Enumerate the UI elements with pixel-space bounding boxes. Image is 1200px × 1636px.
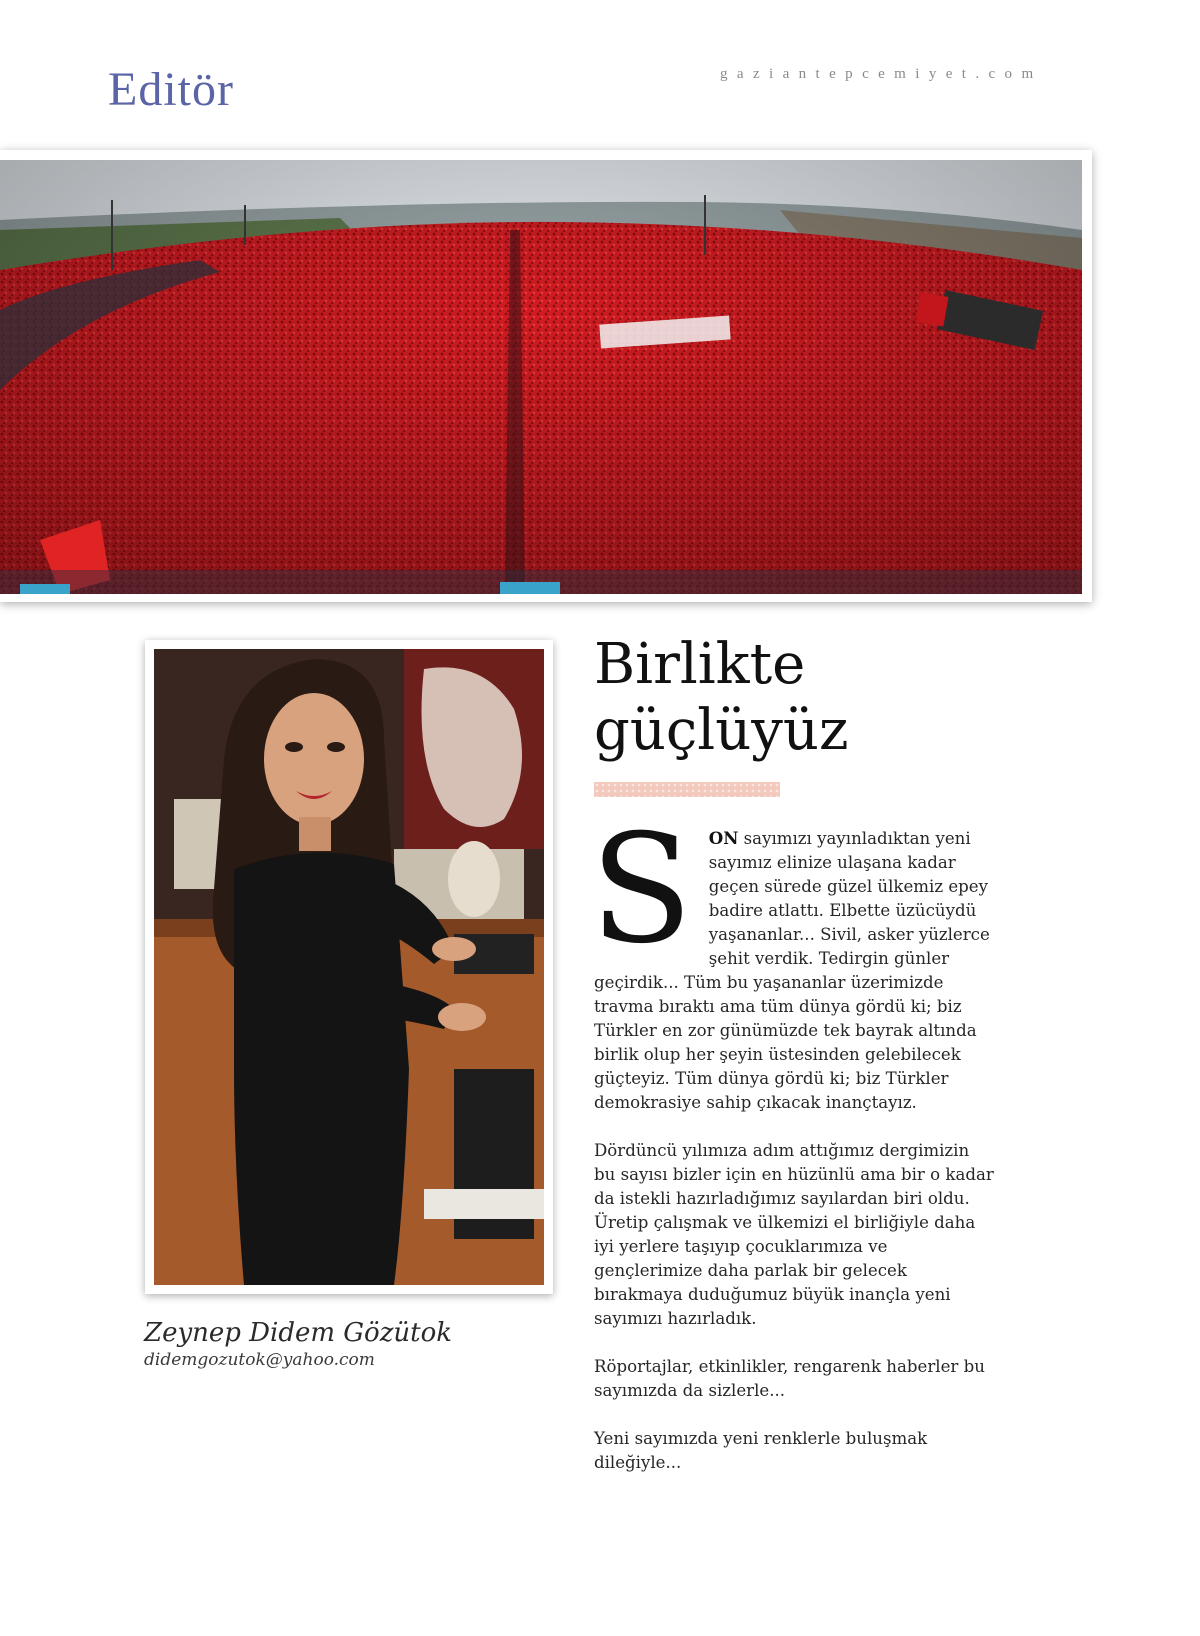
hero-crowd-photo bbox=[0, 160, 1082, 594]
site-url: gaziantepcemiyet.com bbox=[720, 66, 1043, 82]
title-decorative-rule bbox=[594, 782, 780, 797]
article-title bbox=[594, 632, 1014, 764]
article-paragraph-1-text: sayımızı yayınladıktan yeni sayımız elinize ulaşana kadar geçen sürede güzel ülkemiz epey badire atlattı. Elbette üzücüydü yaşananlar... Sivil, asker yüzlerce şehit verdik. Tedirgin günler geçirdik... Tüm bu yaşananlar üzerimizde travma bıraktı ama tüm dünya gördü ki; biz Türkler en zor günümüzde tek bayrak altında birlik olup her şeyin üstesinden gelebilecek güçteyiz. Tüm dünya gördü ki; biz Türkler demokrasiye sahip çıkacak inançtayız. bbox=[594, 829, 990, 1112]
article-title-line2: güçlüyüz bbox=[594, 698, 849, 763]
hero-photo-frame bbox=[0, 150, 1092, 602]
article-paragraph-3: Röportajlar, etkinlikler, rengarenk haberler bu sayımızda da sizlerle... bbox=[594, 1357, 985, 1400]
article-paragraph-2: Dördüncü yılımıza adım attığımız dergimizin bu sayısı bizler için en hüzünlü ama bir o kadar da istekli hazırladığımız sayılardan biri oldu. Üretip çalışmak ve ülkemizi el birliğiyle daha iyi yerlere taşıyıp çocuklarımıza ve gençlerimize daha parlak bir gelecek bırakmaya duduğumuz büyük inançla yeni sayımızı hazırladık. bbox=[594, 1141, 994, 1328]
lead-in: ON bbox=[708, 828, 739, 848]
author-email: didemgozutok@yahoo.com bbox=[144, 1350, 375, 1370]
article-title-line1: Birlikte bbox=[594, 632, 806, 697]
article-body bbox=[590, 803, 994, 1499]
section-label: Editör bbox=[108, 63, 234, 116]
portrait-frame bbox=[145, 640, 553, 1294]
author-name: Zeynep Didem Gözütok bbox=[144, 1318, 453, 1348]
article-paragraph-1 bbox=[590, 803, 994, 1115]
article-paragraph-4: Yeni sayımızda yeni renklerle buluşmak dileğiyle... bbox=[594, 1429, 928, 1472]
drop-cap: S bbox=[590, 803, 693, 977]
editor-portrait-photo bbox=[154, 649, 544, 1285]
